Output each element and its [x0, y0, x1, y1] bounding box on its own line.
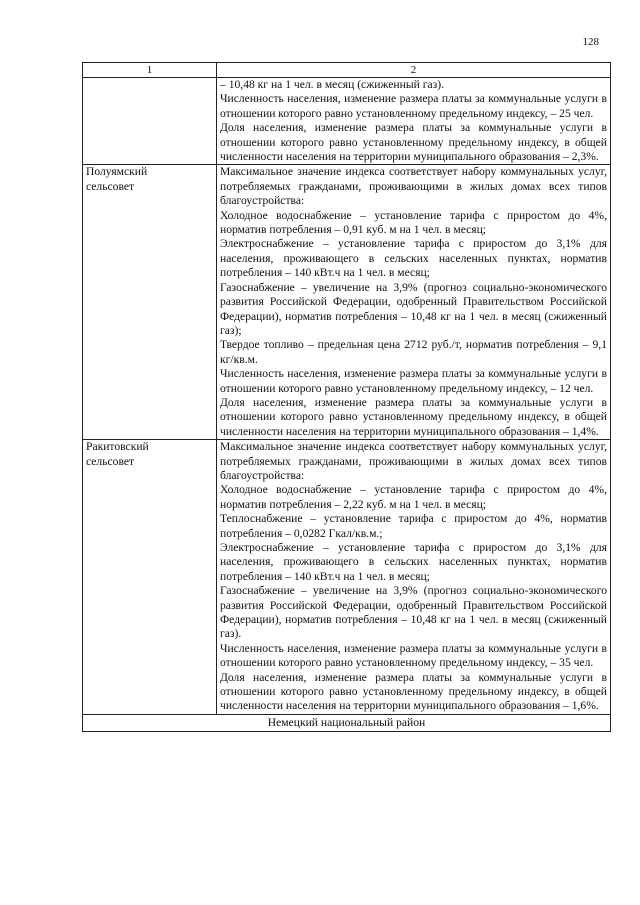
paragraph: Газоснабжение – увеличение на 3,9% (прогноз социально-экономического развития Российской Федерации, одобренный Правительством Российской Федерации), норматив потребления – 10,48 кг на 1 чел. в месяц (сжиженный газ). [220, 584, 607, 641]
paragraph: Газоснабжение – увеличение на 3,9% (прогноз социально-экономического развития Российской Федерации, одобренный Правительством Российской Федерации), норматив потребления – 10,48 кг на 1 чел. в месяц (сжиженный газ); [220, 280, 607, 337]
paragraph: Холодное водоснабжение – установление тарифа с приростом до 4%, норматив потребления – 0,91 куб. м на 1 чел. в месяц; [220, 208, 607, 237]
tariff-description-cell [217, 440, 611, 715]
paragraph: Численность населения, изменение размера платы за коммунальные услуги в отношении которого равно установленному предельному индексу, – 25 чел. [220, 92, 607, 120]
table-row [83, 165, 611, 440]
paragraph: Электроснабжение – установление тарифа с приростом до 3,1% для населения, проживающего в сельских населенных пунктах, норматив потребления – 140 кВт.ч на 1 чел. в месяц; [220, 237, 607, 280]
table-row [83, 78, 611, 165]
paragraph: Доля населения, изменение размера платы за коммунальные услуги в отношении которого равно установленному предельному индексу, в общей численности населения на территории муниципального образования – 1,4%. [220, 395, 607, 438]
paragraph: Максимальное значение индекса соответствует набору коммунальных услуг, потребляемых гражданами, проживающими в жилых домах всех типов благоустройства: [220, 440, 607, 482]
paragraph: Доля населения, изменение размера платы за коммунальные услуги в отношении которого равно установленному предельному индексу, в общей численности населения на территории муниципального образования – 1,6%. [220, 670, 607, 713]
municipality-name-cell [83, 78, 217, 165]
paragraph: Численность населения, изменение размера платы за коммунальные услуги в отношении которого равно установленному предельному индексу, – 12 чел. [220, 367, 607, 395]
table-row [83, 440, 611, 715]
paragraph: Твердое топливо – предельная цена 2712 руб./т, норматив потребления – 9,1 кг/кв.м. [220, 338, 607, 366]
section-header-row [83, 714, 611, 731]
tariff-description-cell [217, 165, 611, 440]
tariff-description-cell [217, 78, 611, 165]
column-header-2: 2 [217, 63, 611, 78]
paragraph: – 10,48 кг на 1 чел. в месяц (сжиженный газ). [220, 78, 444, 91]
paragraph: Максимальное значение индекса соответствует набору коммунальных услуг, потребляемых гражданами, проживающими в жилых домах всех типов благоустройства: [220, 165, 607, 208]
page-number: 128 [582, 36, 599, 48]
paragraph: Численность населения, изменение размера платы за коммунальные услуги в отношении которого равно установленному предельному индексу, – 35 чел. [220, 641, 607, 670]
column-header-1: 1 [83, 63, 217, 78]
paragraph: Теплоснабжение – установление тарифа с приростом до 4%, норматив потребления – 0,0282 Гкал/кв.м.; [220, 512, 607, 540]
table-header-row [83, 63, 611, 78]
municipality-name-line: сельсовет [86, 454, 135, 468]
municipality-name-line: Ракитовский [86, 440, 149, 454]
tariff-table [82, 62, 611, 732]
municipality-name-cell [83, 165, 217, 440]
paragraph: Доля населения, изменение размера платы за коммунальные услуги в отношении которого равно установленному предельному индексу, в общей численности населения на территории муниципального образования – 2,3%. [220, 121, 607, 164]
municipality-name-cell [83, 440, 217, 715]
district-section-title: Немецкий национальный район [83, 714, 611, 731]
municipality-name-line: сельсовет [86, 179, 135, 193]
paragraph: Холодное водоснабжение – установление тарифа с приростом до 4%, норматив потребления – 2,22 куб. м на 1 чел. в месяц; [220, 483, 607, 511]
municipality-name-line: Полуямский [86, 165, 148, 179]
paragraph: Электроснабжение – установление тарифа с приростом до 3,1% для населения, проживающего в сельских населенных пунктах, норматив потребления – 140 кВт.ч на 1 чел. в месяц; [220, 541, 607, 583]
